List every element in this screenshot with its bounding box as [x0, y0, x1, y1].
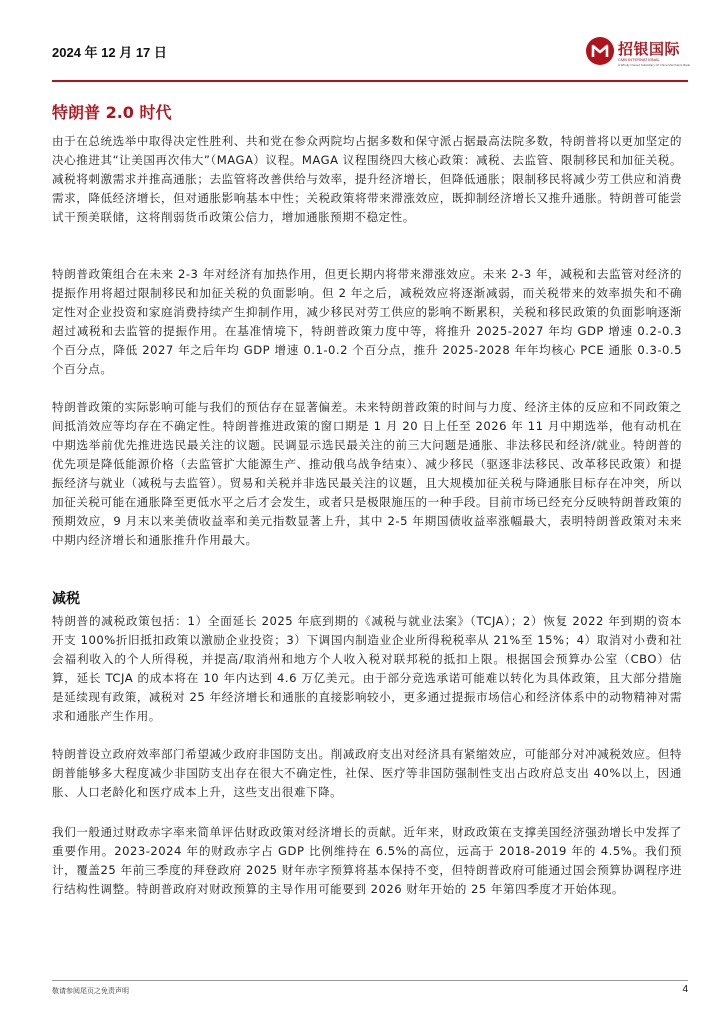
- body-paragraph: 由于在总统选举中取得决定性胜利、共和党在参众两院均占据多数和保守派占据最高法院多数，特朗普将以更加坚定的决心推进其“让美国再次伟大”（MAGA）议程。MAGA 议程围绕四大核心政策：减税、去监管、限制移民和加征关税。减税将刺激需求并推高通胀；去监管将改善供给与效率，提升经济增长，但降低通胀；限制移民将减少劳工供应和消费需求，降低经济增长，但对通胀影响基本中性；关税政策将带来滞涨效应，既抑制经济增长又推升通胀。特朗普可能尝试干预美联储，这将削弱货币政策公信力，增加通胀预期不稳定性。: [52, 134, 682, 224]
- logo-tagline: A Wholly Owned Subsidiary Of China Merchants Bank: [618, 63, 691, 67]
- logo-name-cn: 招银国际: [618, 40, 681, 58]
- body-paragraph: 特朗普政策组合在未来 2-3 年对经济有加热作用，但更长期内将带来滞涨效应。未来 2-3 年，减税和去监管对经济的提振作用将超过限制移民和加征关税的负面影响。但 2 年之后，减税效应将逐渐减弱，而关税带来的效率损失和不确定性对企业投资和家庭消费持续产生抑制作用，减少移民对劳工供应的影响不断累积，关税和移民政策的负面影响逐渐超过减税和去监管的提振作用。在基准情境下，特朗普政策力度中等，将推升 2025-2027 年均 GDP 增速 0.2-0.3 个百分点，降低 2027 年之后年均 GDP 增速 0.1-0.2 个百分点，推升 2025-2028 年年均核心 PCE 通胀 0.3-0.5 个百分点。: [52, 267, 682, 376]
- section-title: 特朗普 2.0 时代: [52, 103, 172, 122]
- cmbi-logo: [585, 36, 691, 86]
- subsection-title: 减税: [52, 591, 80, 607]
- body-paragraph: 特朗普政策的实际影响可能与我们的预估存在显著偏差。未来特朗普政策的时间与力度、经济主体的反应和不同政策之间抵消效应等均存在不确定性。特朗普推进政策的窗口期是 1 月 20 日上任至 2026 年 11 月中期选举，他有动机在中期选举前优先推进选民最关注的议题。民调显示选民最关注的前三大问题是通胀、非法移民和经济/就业。特朗普的优先项是降低能源价格（去监管扩大能源生产、推动俄乌战争结束）、减少移民（驱逐非法移民、改革移民政策）和提振经济与就业（减税与去监管）。贸易和关税并非选民最关注的议题，且大规模加征关税与降通胀目标存在冲突，所以加征关税可能在通胀降至更低水平之后才会发生，或者只是极限施压的一种手段。目前市场已经充分反映特朗普政策的预期效应，9 月末以来美债收益率和美元指数显著上升，其中 2-5 年期国债收益率涨幅最大，表明特朗普政策对未来中期内经济增长和通胀推升作用最大。: [52, 400, 682, 547]
- footer-divider: [52, 980, 688, 981]
- footer-disclaimer: 敬请参阅尾页之免责声明: [52, 987, 129, 995]
- report-date: 2024 年 12 月 17 日: [52, 45, 167, 60]
- body-paragraph: 特朗普设立政府效率部门希望减少政府非国防支出。削减政府支出对经济具有紧缩效应，可能部分对冲减税效应。但特朗普能够多大程度减少非国防支出存在很大不确定性，社保、医疗等非国防强制性支出占政府总支出 40%以上，因通胀、人口老龄化和医疗成本上升，这些支出很难下降。: [52, 747, 682, 799]
- header-divider: [52, 80, 688, 82]
- body-paragraph: 我们一般通过财政赤字率来简单评估财政政策对经济增长的贡献。近年来，财政政策在支撑美国经济强劲增长中发挥了重要作用。2023-2024 年的财政赤字占 GDP 比例维持在 6.5%的高位，远高于 2018-2019 年的 4.5%。我们预计，覆盖25 年前三季度的拜登政府 2025 财年赤字预算将基本保持不变，但特朗普政府可能通过国会预算协调程序进行结构性调整。特朗普政府对财政预算的主导作用可能要到 2026 财年开始的 25 年第四季度才开始体现。: [52, 825, 682, 896]
- cmbi-logo-icon: [585, 36, 615, 66]
- logo-name-en: CMB INTERNATIONAL: [618, 57, 660, 62]
- body-paragraph: 特朗普的减税政策包括：1）全面延长 2025 年底到期的《减税与就业法案》（TCJA）；2）恢复 2022 年到期的资本开支 100%折旧抵扣政策以激励企业投资；3）下调国内制造业企业所得税税率从 21%至 15%；4）取消对小费和社会福利收入的个人所得税，并提高/取消州和地方个人收入税对联邦税的抵扣上限。根据国会预算办公室（CBO）估算，延长 TCJA 的成本将在 10 年内达到 4.6 万亿美元。由于部分竞选承诺可能难以转化为具体政策，且大部分措施是延续现有政策，减税对 25 年经济增长和通胀的直接影响较小，更多通过提振市场信心和经济体系中的动物精神对需求和通胀产生作用。: [52, 614, 682, 723]
- page-number: 4: [682, 984, 688, 995]
